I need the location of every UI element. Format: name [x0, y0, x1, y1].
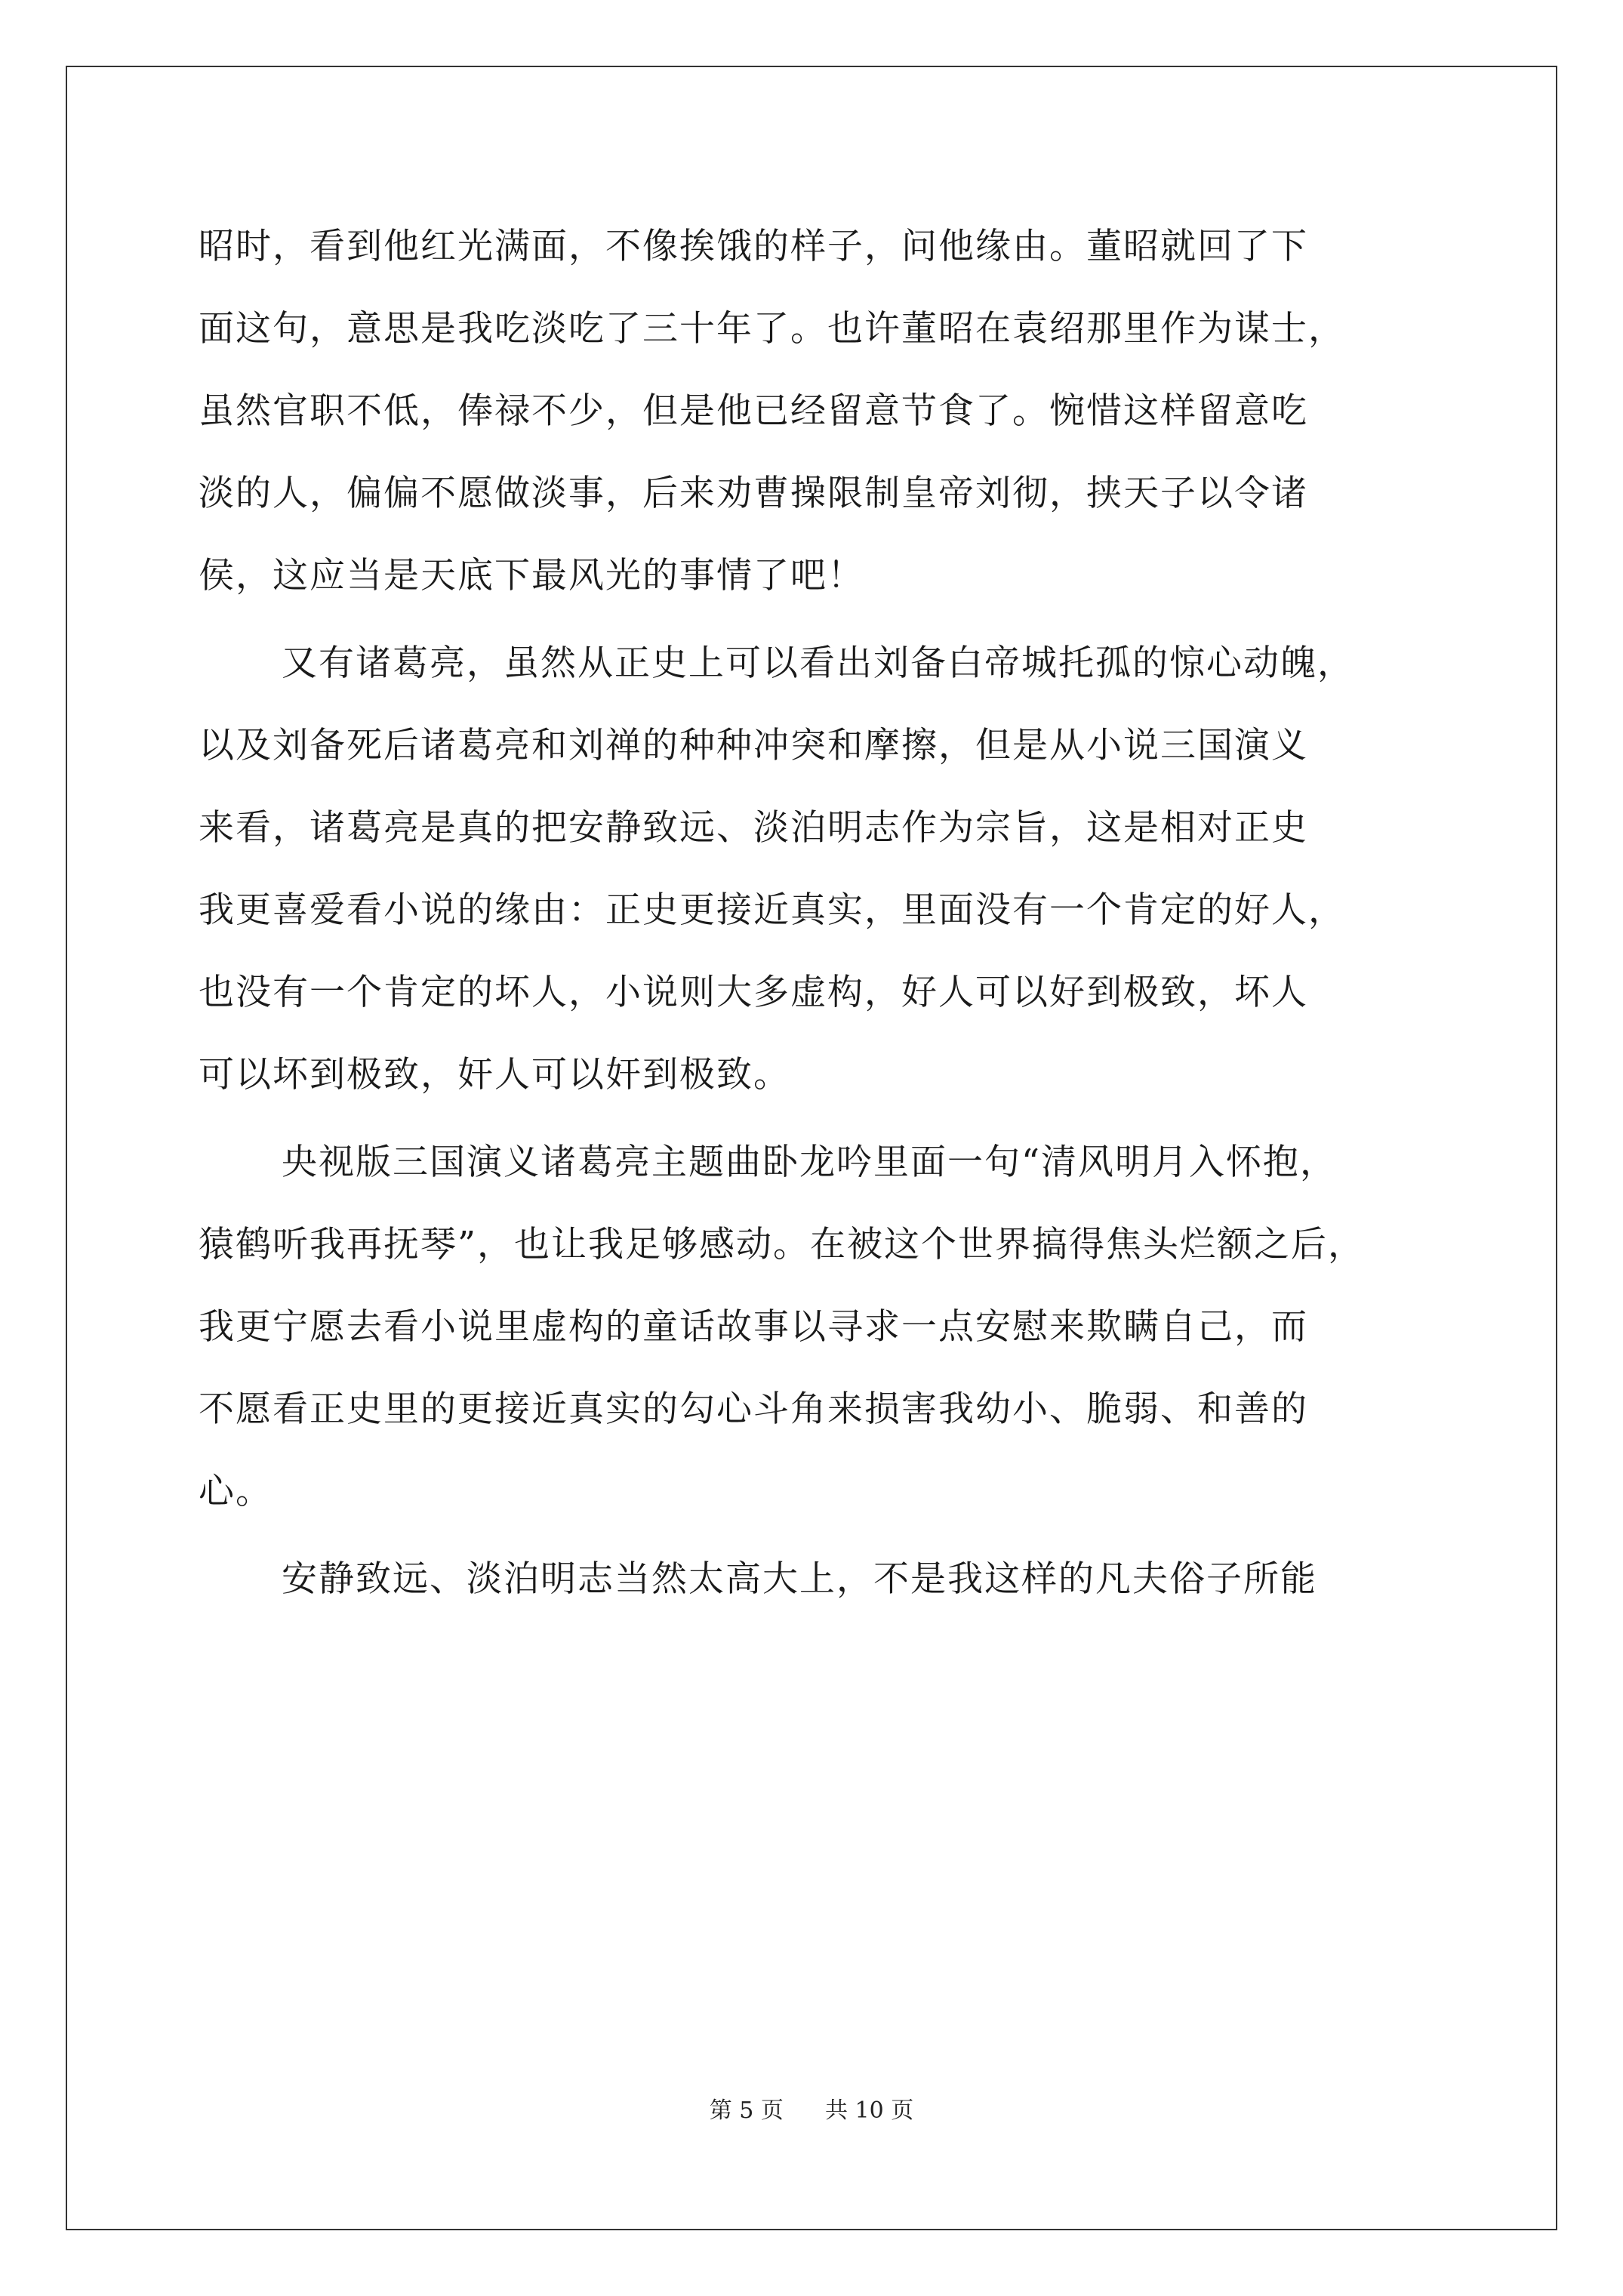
page-total: 共 10 页: [825, 2097, 914, 2124]
text-line: 也没有一个肯定的坏人，小说则大多虚构，好人可以好到极致，坏人: [199, 972, 1308, 1013]
text-line: 虽然官职不低，俸禄不少，但是他已经留意节食了。惋惜这样留意吃: [199, 390, 1308, 432]
text-line: 侯，这应当是天底下最风光的事情了吧！: [199, 555, 864, 596]
page-number: 第 5 页: [709, 2097, 784, 2124]
text-line: 面这句，意思是我吃淡吃了三十年了。也许董昭在袁绍那里作为谋士，: [199, 308, 1345, 350]
paragraph-start-line: 安静致远、淡泊明志当然太高大上，不是我这样的凡夫俗子所能: [282, 1558, 1317, 1600]
paragraph-start-line: 又有诸葛亮，虽然从正史上可以看出刘备白帝城托孤的惊心动魄，: [282, 643, 1354, 684]
text-line: 猿鹤听我再抚琴”，也让我足够感动。在被这个世界搞得焦头烂额之后，: [199, 1224, 1366, 1265]
text-line: 可以坏到极致，奸人可以奸到极致。: [199, 1054, 790, 1096]
text-line: 我更喜爱看小说的缘由：正史更接近真实，里面没有一个肯定的好人，: [199, 889, 1345, 931]
text-line: 心。: [199, 1471, 273, 1512]
page-footer: [0, 2096, 1623, 2126]
text-line: 昭时，看到他红光满面，不像挨饿的样子，问他缘由。董昭就回了下: [199, 226, 1308, 267]
text-line: 淡的人，偏偏不愿做淡事，后来劝曹操限制皇帝刘彻，挟天子以令诸: [199, 473, 1308, 514]
text-line: 来看，诸葛亮是真的把安静致远、淡泊明志作为宗旨，这是相对正史: [199, 807, 1308, 849]
paragraph-start-line: 央视版三国演义诸葛亮主题曲卧龙吟里面一句“清风明月入怀抱，: [282, 1142, 1338, 1183]
text-line: 不愿看正史里的更接近真实的勾心斗角来损害我幼小、脆弱、和善的: [199, 1388, 1308, 1430]
text-line: 我更宁愿去看小说里虚构的童话故事以寻求一点安慰来欺瞒自己，而: [199, 1306, 1308, 1348]
text-line: 以及刘备死后诸葛亮和刘禅的种种冲突和摩擦，但是从小说三国演义: [199, 725, 1308, 766]
